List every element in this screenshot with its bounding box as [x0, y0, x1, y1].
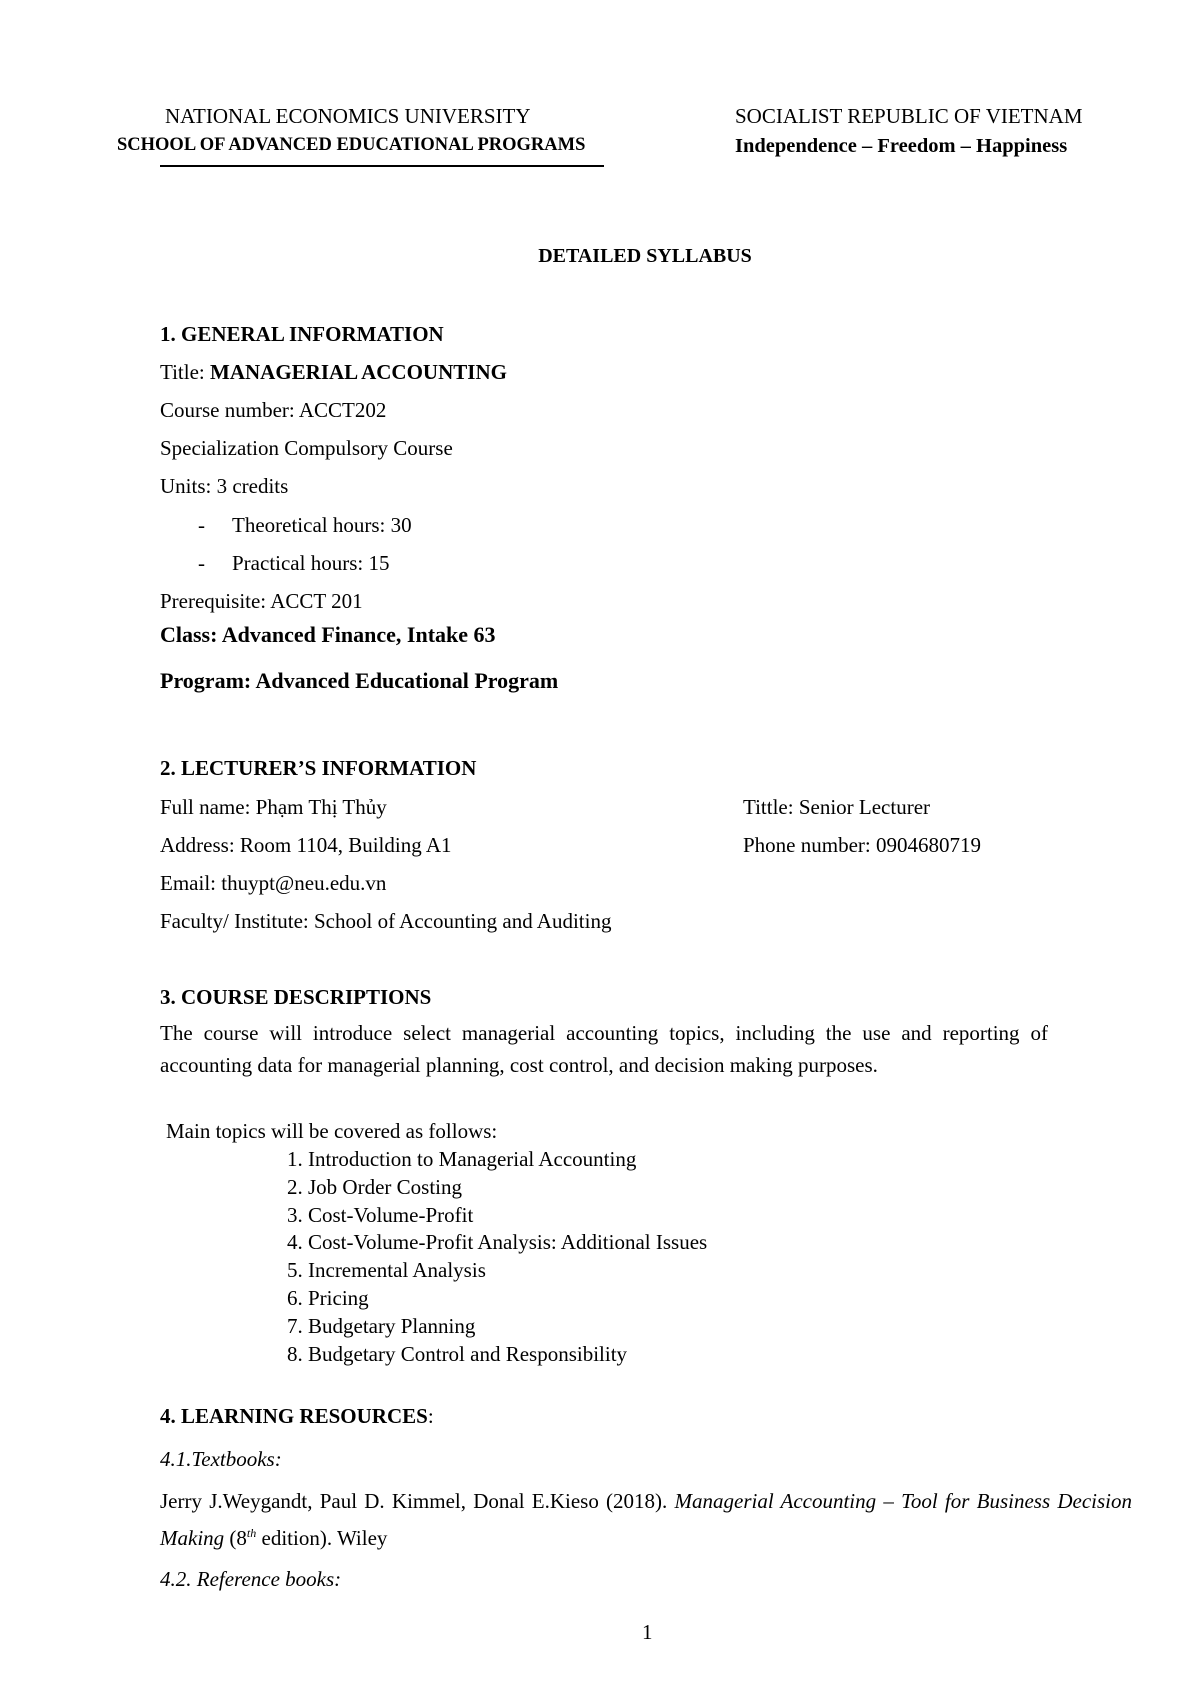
lecturer-email: Email: thuypt@neu.edu.vn — [160, 871, 387, 895]
lecturer-faculty: Faculty/ Institute: School of Accounting and Auditing — [160, 909, 612, 933]
textbook-edition-superscript: th — [246, 1526, 257, 1540]
topics-list — [287, 1146, 707, 1368]
section-resources-line — [160, 1404, 434, 1429]
lecturer-title: Tittle: Senior Lecturer — [743, 795, 931, 819]
course-type: Specialization Compulsory Course — [160, 436, 453, 460]
textbook-authors: Jerry J.Weygandt, Paul D. Kimmel, Donal E.Kieso (2018). — [160, 1489, 675, 1513]
course-title-line — [160, 360, 507, 385]
university-name: NATIONAL ECONOMICS UNIVERSITY — [165, 104, 531, 128]
topics-intro: Main topics will be covered as follows: — [166, 1119, 498, 1143]
program-line — [160, 668, 558, 694]
hours-bullet: - — [198, 513, 205, 537]
course-description-paragraph: The course will introduce select managerial accounting topics, including the use and reporting of accounting data for managerial planning, cost control, and decision making purposes. — [160, 1021, 1048, 1077]
course-units: Units: 3 credits — [160, 474, 289, 498]
class-label: Class: — [160, 622, 222, 647]
program-label: Program: — [160, 668, 256, 693]
textbooks-label: 4.1.Textbooks: — [160, 1447, 282, 1471]
list-item: 1. Introduction to Managerial Accounting — [287, 1147, 637, 1171]
lecturer-name: Full name: Phạm Thị Thủy — [160, 795, 387, 819]
course-number: Course number: ACCT202 — [160, 398, 387, 422]
document-title: DETAILED SYLLABUS — [538, 245, 752, 267]
textbook-edition-open: (8 — [224, 1526, 247, 1550]
practical-hours: Practical hours: 15 — [232, 551, 390, 575]
list-item: 3. Cost-Volume-Profit — [287, 1202, 474, 1227]
header-left-rule — [160, 165, 604, 167]
section-lecturer-heading: 2. LECTURER’S INFORMATION — [160, 756, 477, 780]
theoretical-hours: Theoretical hours: 30 — [232, 513, 412, 537]
section-general-heading: 1. GENERAL INFORMATION — [160, 322, 444, 346]
textbook-edition-close: edition). Wiley — [256, 1526, 388, 1550]
course-title-value: MANAGERIAL ACCOUNTING — [210, 360, 507, 384]
list-item: 7. Budgetary Planning — [287, 1313, 476, 1338]
school-name: SCHOOL OF ADVANCED EDUCATIONAL PROGRAMS — [117, 135, 586, 155]
page-number: 1 — [642, 1620, 653, 1644]
class-value: Advanced Finance, Intake 63 — [221, 622, 496, 647]
course-title-label: Title: — [160, 360, 210, 384]
list-item: 6. Pricing — [287, 1285, 369, 1310]
section-resources-heading: 4. LEARNING RESOURCES — [160, 1404, 428, 1428]
textbook-citation — [160, 1485, 1132, 1554]
program-value: Advanced Educational Program — [255, 668, 559, 693]
hours-bullet: - — [198, 551, 205, 575]
lecturer-address: Address: Room 1104, Building A1 — [160, 833, 452, 857]
class-line — [160, 622, 496, 648]
textbook-title: Managerial Accounting – Tool for Business Decision Making — [160, 1489, 1132, 1550]
reference-books-label: 4.2. Reference books: — [160, 1567, 342, 1591]
list-item: 5. Incremental Analysis — [287, 1258, 486, 1283]
country-name: SOCIALIST REPUBLIC OF VIETNAM — [735, 104, 1083, 128]
country-motto: Independence – Freedom – Happiness — [735, 135, 1068, 157]
prerequisite: Prerequisite: ACCT 201 — [160, 589, 363, 613]
lecturer-phone: Phone number: 0904680719 — [743, 833, 981, 857]
section-description-heading: 3. COURSE DESCRIPTIONS — [160, 985, 432, 1009]
list-item: 4. Cost-Volume-Profit Analysis: Additional Issues — [287, 1230, 708, 1255]
list-item: 8. Budgetary Control and Responsibility — [287, 1341, 628, 1366]
list-item: 2. Job Order Costing — [287, 1174, 462, 1199]
section-resources-colon: : — [427, 1404, 434, 1428]
